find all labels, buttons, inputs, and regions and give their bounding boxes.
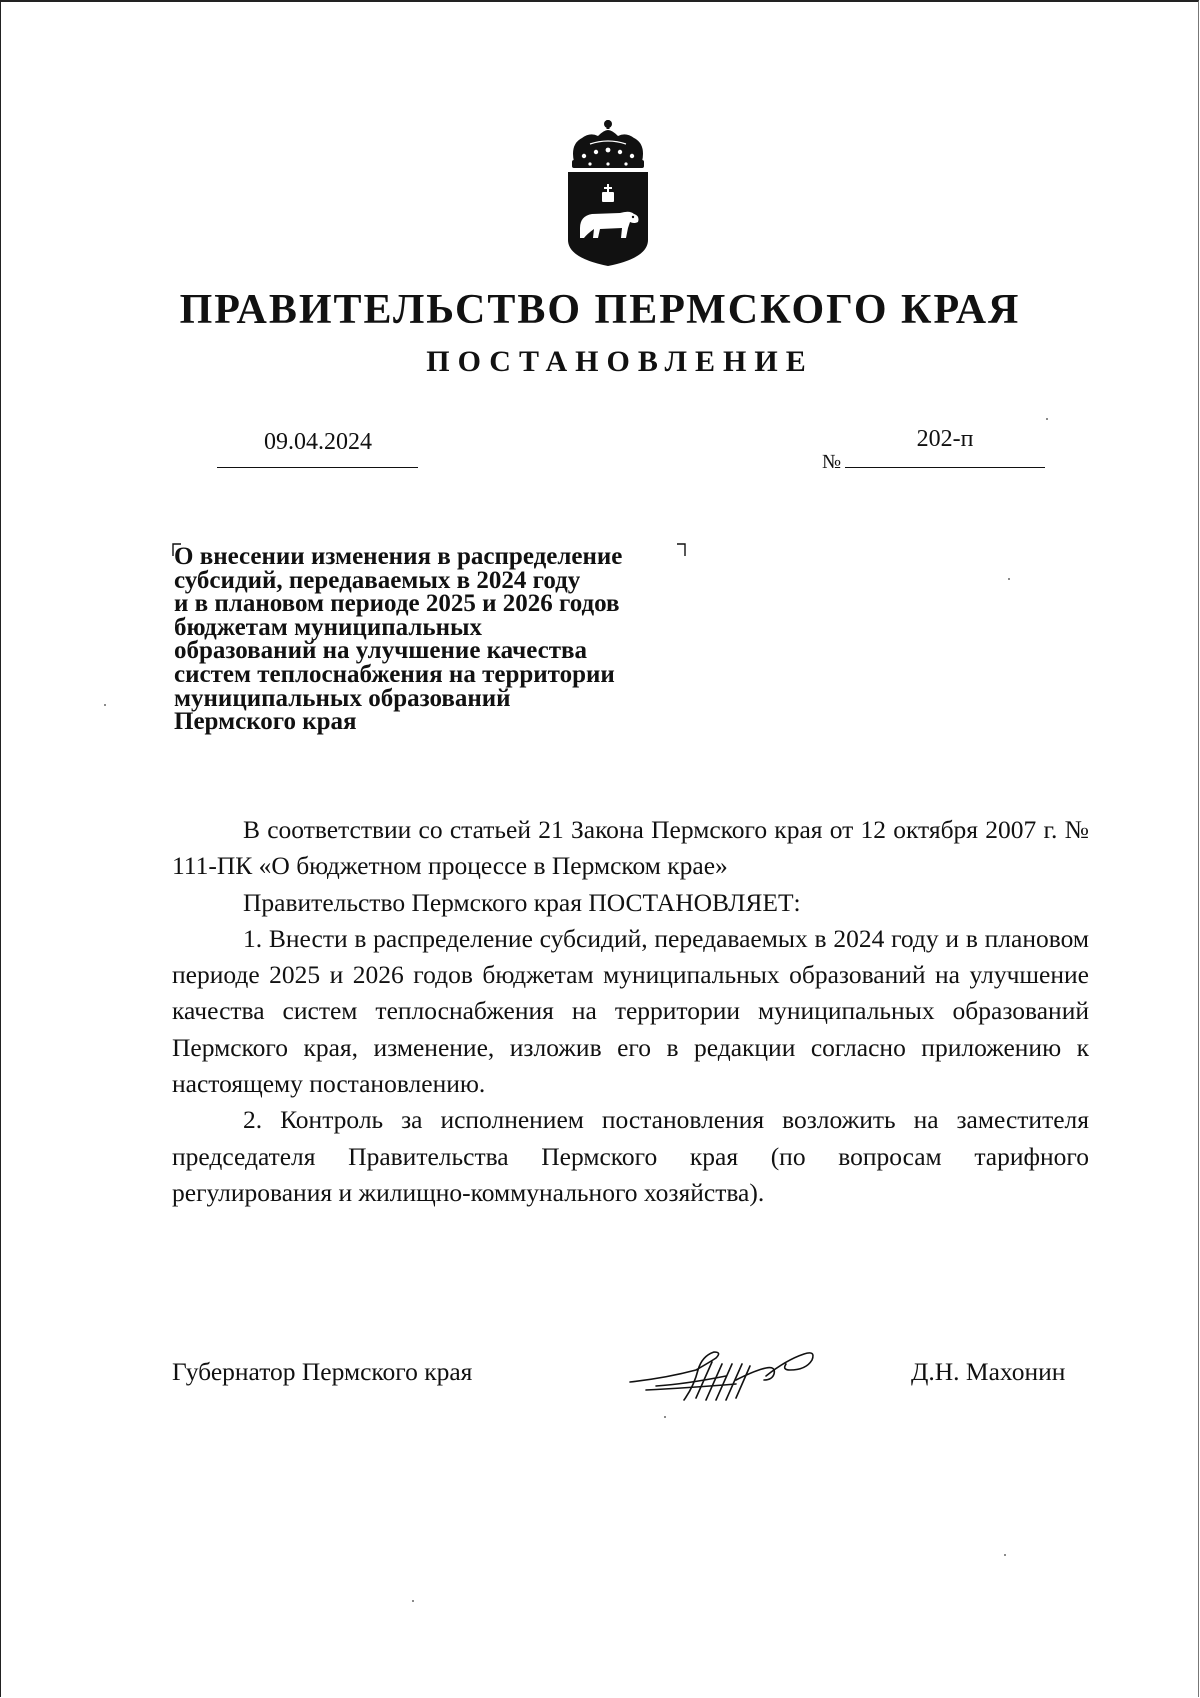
subject-line: и в плановом периоде 2025 и 2026 годов <box>174 590 620 618</box>
document-type: ПОСТАНОВЛЕНИЕ <box>426 345 814 378</box>
scan-speck <box>412 1600 414 1602</box>
body-paragraph-legal-basis: В соответствии со статьей 21 Закона Пермского края от 12 октября 2007 г. № 111-ПК «О бюджетном процессе в Пермском крае» <box>172 815 1089 881</box>
subject-line: субсидий, передаваемых в 2024 году <box>174 566 581 594</box>
subject-line: Пермского края <box>174 708 357 736</box>
number-sign: № <box>822 451 842 473</box>
government-title: ПРАВИТЕЛЬСТВО ПЕРМСКОГО КРАЯ <box>179 287 1021 333</box>
scan-speck <box>1004 1554 1006 1556</box>
scan-speck <box>104 704 106 706</box>
body-paragraph-item-2: 2. Контроль за исполнением постановления возложить на заместителя председателя Правительства Пермского края (по вопросам тарифного регулирования и жилищно-коммунального хозяйства). <box>172 1105 1089 1207</box>
subject-line: систем теплоснабжения на территории <box>174 660 615 688</box>
document-subject <box>174 545 714 734</box>
signatory-name: Д.Н. Махонин <box>911 1357 1066 1386</box>
perm-krai-coat-of-arms-icon <box>560 118 656 268</box>
scan-speck <box>1046 418 1048 420</box>
document-date: 09.04.2024 <box>264 429 372 455</box>
scan-speck <box>664 1416 666 1418</box>
subject-line: образований на улучшение качества <box>174 637 588 665</box>
subject-line: бюджетам муниципальных <box>174 613 483 641</box>
signatory-position: Губернатор Пермского края <box>172 1357 473 1386</box>
handwritten-signature-icon <box>626 1340 821 1410</box>
subject-line: муниципальных образований <box>174 684 511 712</box>
subject-line: О внесении изменения в распределение <box>174 543 623 570</box>
body-paragraph-resolves: Правительство Пермского края ПОСТАНОВЛЯЕТ: <box>243 887 801 917</box>
scan-speck <box>1008 578 1010 580</box>
document-body <box>172 812 1089 1211</box>
date-underline <box>217 467 418 468</box>
number-underline <box>845 467 1045 468</box>
body-paragraph-item-1: 1. Внести в распределение субсидий, передаваемых в 2024 году и в плановом периоде 2025 и 2026 годов бюджетам муниципальных образований на улучшение качества систем теплоснабжения на территории муниципальных образований Пермского края, изменение, изложив его в редакции согласно приложению к настоящему постановлению. <box>172 923 1089 1099</box>
document-number: 202-п <box>916 426 974 452</box>
